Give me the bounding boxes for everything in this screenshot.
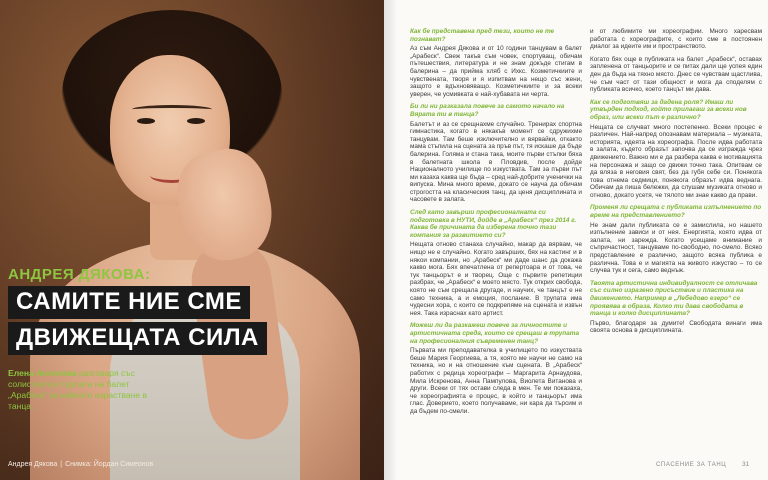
- interview-paragraph: Първо, благодаря за думите! Свободата винаги има своята основа в дисциплината.: [590, 319, 762, 335]
- lead-text: разговаря със солистката в трупата на балет „Арабеск“ за нейното израстване в танца.: [8, 368, 148, 411]
- page-gutter: [384, 0, 398, 480]
- text-column-2: [590, 28, 762, 340]
- interview-question: Как се подготвяш за дадена роля? Имаш ли утвърден подход, който прилагаш за всеки нов образ, или всеки път е различно?: [590, 98, 747, 121]
- footer-magazine-title: СПАСЕНИЕ ЗА ТАНЦ: [656, 462, 727, 468]
- interview-paragraph: Балетът и аз се срещнахме случайно. Тренирах спортна гимнастика, когато в някакъв момент се сдружихме танцувам. Там беше изключително и вярвайки, откакто мама стъпила на сцената за пръв път, тя искаше да бъде балерина. Голяма и стана така, моите първи стъпки бяха в балетната школа в Пловдив, после дойде Националното училище по изкуствата. Там за първи път ми казаха каква ще бъда – сред най-добрите ученички на випуска. Мина много време, докато се науча да обичам строгостта на класическия танц, да ценя дисциплината и часовете в залата.: [410, 120, 582, 204]
- interview-paragraph: Не знам дали публиката се е замислила, но нашето изпълнение зависи и от нея. Енергията, която идва от залата, ни зарежда. Когато усещаме внимание и съпричастност, танцуваме по-свободно, по-смело. Всяко представление е различно, защото всяка публика е различна. Това е и магията на живото изкуство – то се случва тук и сега, само веднъж.: [590, 221, 762, 275]
- interview-paragraph: Нещата отново станаха случайно, макар да вярвам, че нищо не е случайно. Когато завърших, бях на кастинг и в някои компании, но „Арабеск“ ми даде шанс да докажа какво мога. Бях впечатлена от репертоара и от това, че тук танцьорът е и творец. Още с първите репетиции разбрах, че „Арабеск“ е моето място. Тук открих свобода, която не съм срещала другаде, и научих, че танцът е не само техника, а и емоция, послание. В трупата има чудесни хора, с които се подкрепяме на сцената и извън нея. Така израснах като артист.: [410, 241, 582, 317]
- credit-photographer: Снимка: Йордан Симеонов: [65, 461, 154, 468]
- interview-paragraph: Първата ми преподавателка в училището по изкуствата беше Мария Георгиева, а тя, която ме научи не само на техника, но и на отношение към сцената. В „Арабеск“ работих с редица хореографи – Маргарита Арнаудова, Мила Искренова, Анна Пампулова, Виолета Витанова и други. Всеки от тях остави следа в мен. Те ми показаха, че хореографията е процес, в който и танцьорът има глас. Доверието, което получаваме, ни кара да търсим и да бъдем по-смели.: [410, 347, 582, 415]
- interview-paragraph: Когато бях още в публиката на балет „Арабеск“, оставах запленена от танцьорите и се питах дали ще успея един ден да бъда на тяхно място. Днес се чувствам щастлива, че съм част от тази общност и мога да споделям с публиката всичко, което танцът ми дава.: [590, 55, 762, 94]
- credit-name: Андрея Дякова: [8, 461, 58, 468]
- interview-paragraph: Аз съм Андрея Дякова и от 10 години танцувам в балет „Арабеск“. Свеж такъв съм човек, спортуващ, обичам пътешествия, литература и не знам докъде стигам в балерина – да прийма хляб с Ихкс. Козметичкиите и чувствената, творя и я изпитвам на нещо със жени, защото е вдъхновяващо. Козметичкиите и за всеки уверен, че усмивката е най-хубавата ни черта.: [410, 45, 582, 98]
- interview-question: Твоята артистична индивидуалност се отличава със силно изразено присъствие и пластика на движението. Например в „Лебедово езеро“ се проявява в образа. Колко ти дава свободата в танца и колко дисциплината?: [590, 279, 758, 318]
- interview-question: След като завърши професионалната си подготовка в НУТИ, дойде в „Арабеск“ през 2014 г. Каква бе причината да изберена точно тази компания за развитието си?: [410, 209, 577, 239]
- lead-paragraph: [8, 368, 156, 412]
- page-number: 31: [742, 461, 750, 468]
- interview-question: Как бе представена пред тези, които не те познават?: [410, 28, 555, 43]
- text-column-1: [410, 28, 582, 421]
- interview-question: Би ли ни разказала повече за самото начало на Вярата ти в танца?: [410, 103, 565, 118]
- interview-paragraph: Нещата се случват много постепенно. Всеки процес е различен. Най-напред опознавам материала – музиката, историята, идеята на хореографа. После идва работата в залата, където образът започва да се изгражда чрез движението. Важно ми е да разбера каква е мотивацията на персонажа и защо се движи точно така. Опитвам се да вляза в неговия свят, без да губя себе си. Понякога това отнема седмици, понякога образът идва веднага. Обичам да пиша бележки, да слушам музиката отново и отново, докато усетя, че тялото ми знае какво да прави.: [590, 123, 762, 199]
- lead-author: Елена Ангелова: [8, 368, 77, 378]
- article-kicker: АНДРЕЯ ДЯКОВА:: [8, 266, 151, 283]
- interview-question: Променя ли срещата с публиката изпълнението по време на представлението?: [590, 204, 762, 220]
- credit-separator: |: [60, 461, 63, 468]
- headline-line-2: ДВИЖЕЩАТА СИЛА: [8, 322, 267, 355]
- photo-credit: [8, 461, 153, 468]
- headline-line-1: САМИТЕ НИЕ СМЕ: [8, 286, 250, 319]
- interview-question: Можеш ли да разкажеш повече за личностите и артистичната среда, които се срещаш в трупата на професионалния съвременен танц?: [410, 322, 579, 345]
- interview-paragraph: и от любимите ми хореографии. Много харесвам работата с хореографите, с които сме в постоянен диалог за идеите им и пространството.: [590, 28, 762, 51]
